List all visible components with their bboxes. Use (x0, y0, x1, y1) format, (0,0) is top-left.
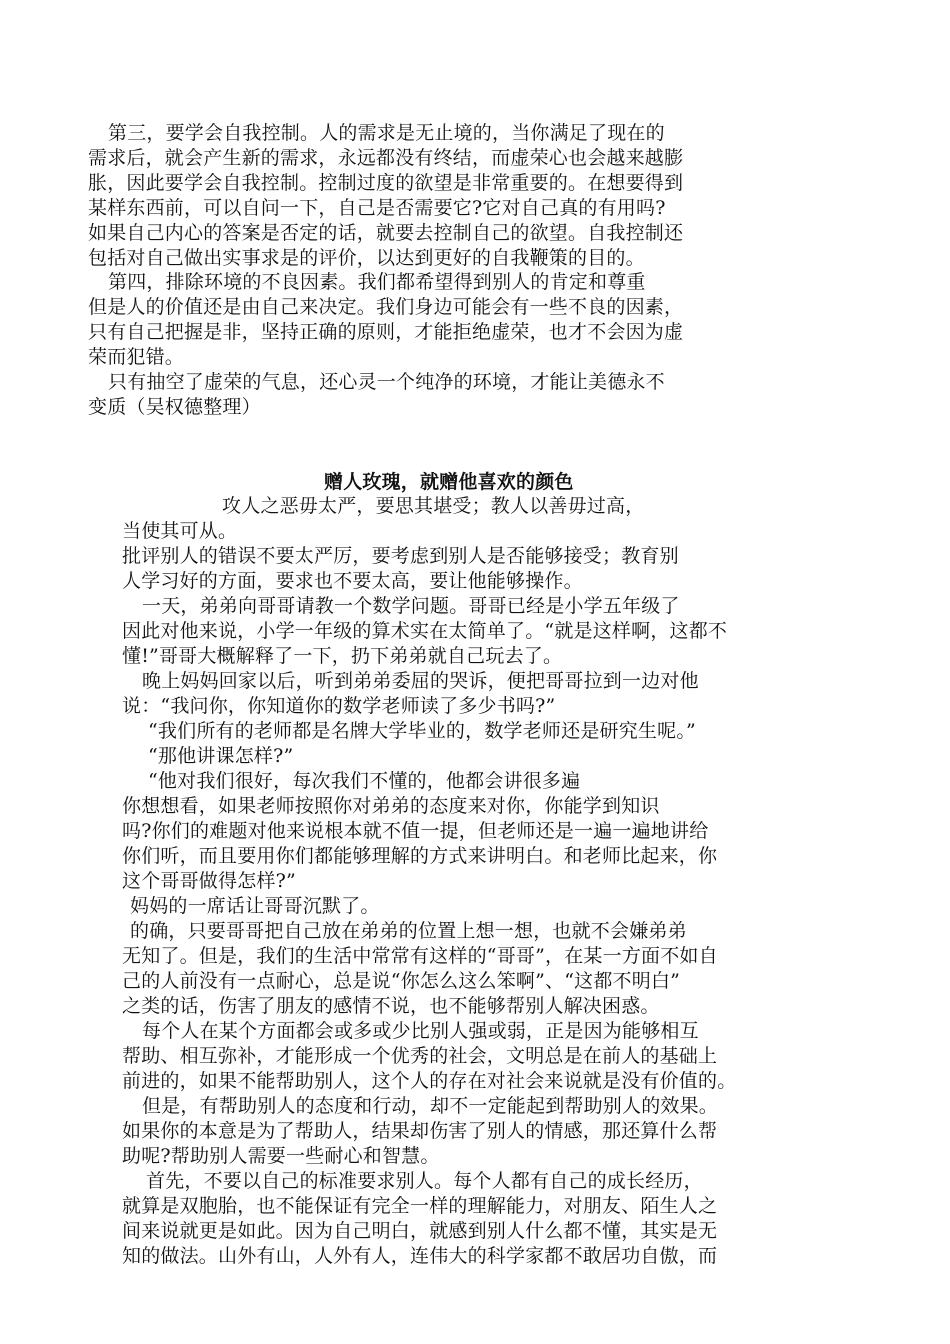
paragraph-line: 只有自己把握是非，坚持正确的原则，才能拒绝虚荣，也才不会因为虚 (88, 321, 684, 343)
paragraph-line: 帮助、相互弥补，才能形成一个优秀的社会，文明总是在前人的基础上 (122, 1045, 718, 1067)
paragraph-line: 助呢?帮助别人需要一些耐心和智慧。 (122, 1145, 440, 1167)
paragraph-line: 吗?你们的难题对他来说根本就不值一提，但老师还是一遍一遍地讲给 (122, 820, 709, 842)
paragraph-line: 懂!”哥哥大概解释了一下，扔下弟弟就自己玩去了。 (122, 645, 563, 667)
paragraph-line: 需求后，就会产生新的需求，永远都没有终结，而虚荣心也会越来越膨 (88, 147, 684, 169)
paragraph-line: 如果自己内心的答案是否定的话，就要去控制自己的欲望。自我控制还 (88, 222, 684, 244)
paragraph-line: 你想想看，如果老师按照你对弟弟的态度来对你，你能学到知识 (122, 795, 660, 817)
paragraph-line: “我们所有的老师都是名牌大学毕业的，数学老师还是研究生呢。” (148, 720, 696, 742)
article-title: 赠人玫瑰，就赠他喜欢的颜色 (324, 471, 574, 493)
paragraph-line: 但是，有帮助别人的态度和行动，却不一定能起到帮助别人的效果。 (142, 1095, 719, 1117)
paragraph-line: 前进的，如果不能帮助别人，这个人的存在对社会来说就是没有价值的。 (122, 1070, 737, 1092)
paragraph-line: 间来说就更是如此。因为自己明白，就感到别人什么都不懂，其实是无 (122, 1220, 718, 1242)
paragraph-line: 你们听，而且要用你们都能够理解的方式来讲明白。和老师比起来，你 (122, 845, 718, 867)
paragraph-line: 某样东西前，可以自问一下，自己是否需要它?它对自己真的有用吗? (88, 197, 666, 219)
paragraph-line: 当使其可从。 (122, 520, 238, 542)
paragraph-line: 胀，因此要学会自我控制。控制过度的欲望是非常重要的。在想要得到 (88, 172, 684, 194)
paragraph-line: 知的做法。山外有山，人外有人，连伟大的科学家都不敢居功自傲，而 (122, 1245, 718, 1267)
paragraph-line: 己的人前没有一点耐心，总是说“你怎么这么笨啊”、“这都不明白” (122, 970, 681, 992)
paragraph-line: 人学习好的方面，要求也不要太高，要让他能够操作。 (122, 570, 583, 592)
paragraph-line: 因此对他来说，小学一年级的算术实在太简单了。“就是这样啊，这都不 (122, 620, 728, 642)
paragraph-line: 批评别人的错误不要太严厉，要考虑到别人是否能够接受；教育别 (122, 545, 679, 567)
paragraph-line: “那他讲课怎样?” (148, 745, 294, 767)
paragraph-line: 但是人的价值还是由自己来决定。我们身边可能会有一些不良的因素， (88, 296, 684, 318)
paragraph-line: 变质（吴权德整理） (88, 396, 261, 418)
paragraph-line: 的确，只要哥哥把自己放在弟弟的位置上想一想，也就不会嫌弟弟 (130, 920, 687, 942)
paragraph-line: 包括对自己做出实事求是的评价，以达到更好的自我鞭策的目的。 (88, 247, 645, 269)
paragraph-line: 之类的话，伤害了朋友的感情不说，也不能够帮别人解决困惑。 (122, 995, 660, 1017)
paragraph-line: 首先，不要以自己的标准要求别人。每个人都有自己的成长经历， (146, 1170, 703, 1192)
paragraph-line: 第四，排除环境的不良因素。我们都希望得到别人的肯定和尊重 (108, 271, 646, 293)
paragraph-line: 说：“我问你，你知道你的数学老师读了多少书吗?” (122, 695, 556, 717)
paragraph-line: 第三，要学会自我控制。人的需求是无止境的，当你满足了现在的 (108, 122, 665, 144)
paragraph-line: 荣而犯错。 (88, 346, 185, 368)
paragraph-line: 无知了。但是，我们的生活中常常有这样的“哥哥”，在某一方面不如自 (122, 945, 718, 967)
paragraph-line: 这个哥哥做得怎样?” (122, 870, 296, 892)
paragraph-line: 一天，弟弟向哥哥请教一个数学问题。哥哥已经是小学五年级了 (142, 595, 680, 617)
paragraph-line: 每个人在某个方面都会或多或少比别人强或弱，正是因为能够相互 (142, 1020, 699, 1042)
paragraph-line: 如果你的本意是为了帮助人，结果却伤害了别人的情感，那还算什么帮 (122, 1120, 718, 1142)
paragraph-line: 就算是双胞胎，也不能保证有完全一样的理解能力，对朋友、陌生人之 (122, 1195, 718, 1217)
paragraph-line: 妈妈的一席话让哥哥沉默了。 (130, 895, 380, 917)
paragraph-line: 攻人之恶毋太严，要思其堪受；教人以善毋过高， (222, 495, 645, 517)
paragraph-line: “他对我们很好，每次我们不懂的，他都会讲很多遍 (148, 770, 581, 792)
paragraph-line: 只有抽空了虚荣的气息，还心灵一个纯净的环境，才能让美德永不 (108, 371, 665, 393)
paragraph-line: 晚上妈妈回家以后，听到弟弟委屈的哭诉，便把哥哥拉到一边对他 (142, 670, 699, 692)
